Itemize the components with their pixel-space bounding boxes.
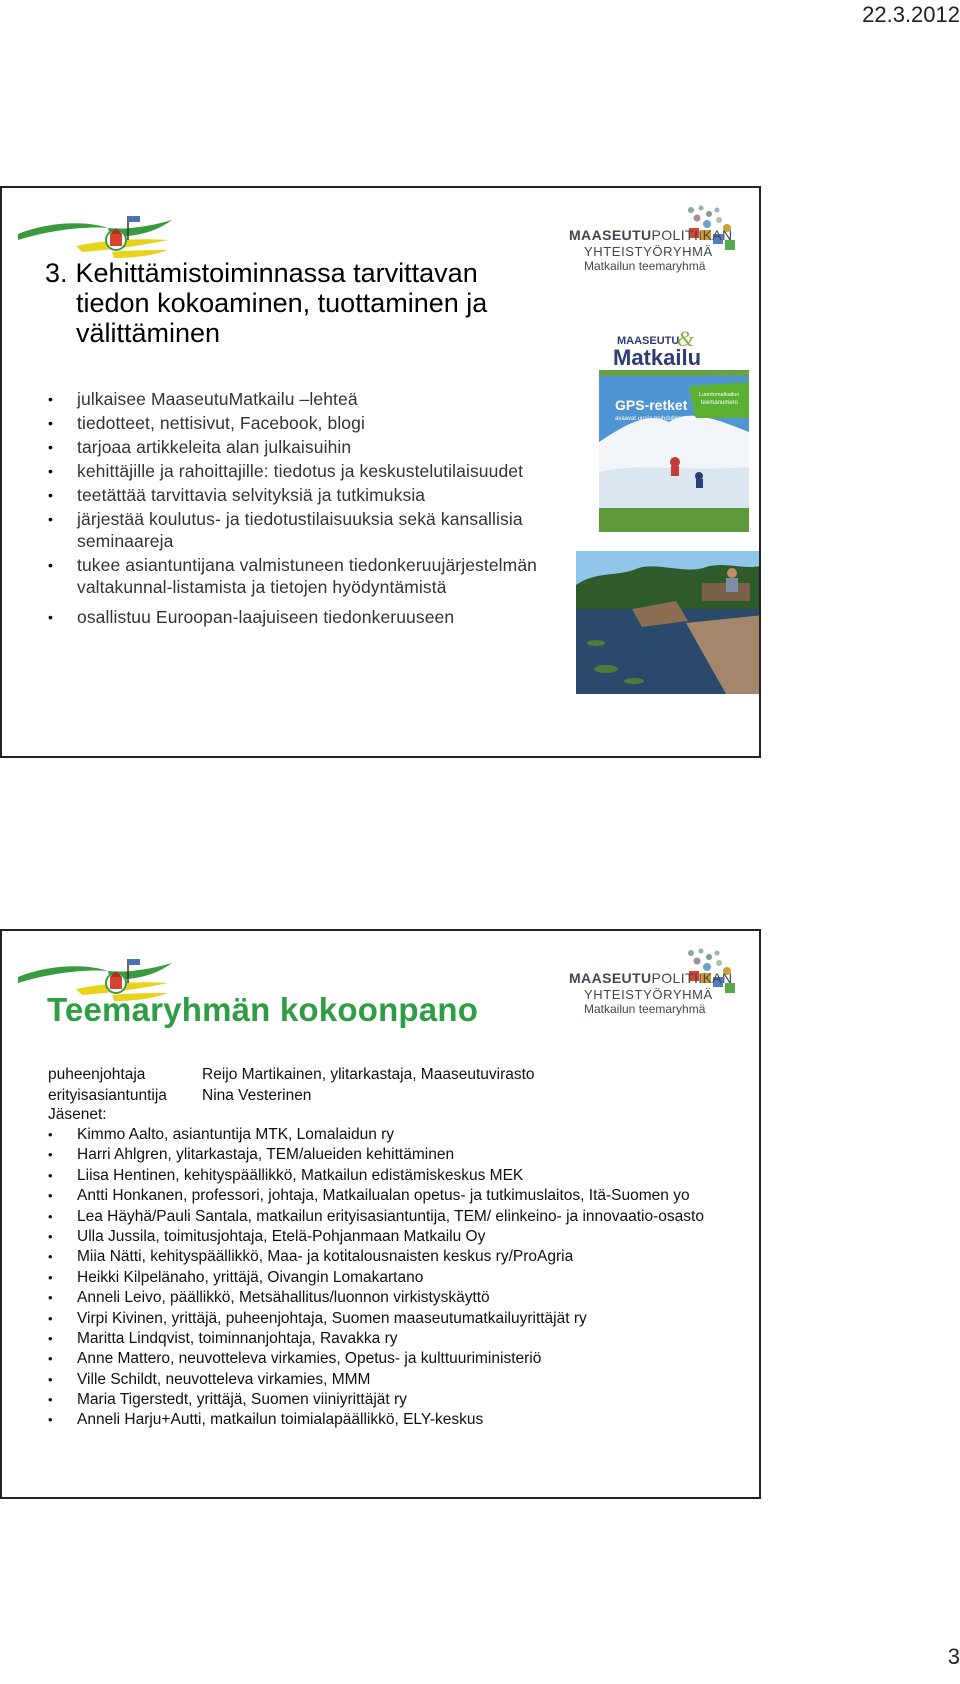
- page-number: 3: [947, 1644, 960, 1669]
- list-item: • tukee asiantuntijana valmistuneen tiedonkeruujärjestelmän valtakunnal-listamista ja tietojen hyödyntämistä: [48, 555, 538, 597]
- list-item: • Maritta Lindqvist, toiminnanjohtaja, Ravakka ry: [48, 1329, 398, 1347]
- list-item: • osallistuu Euroopan-laajuiseen tiedonkeruuseen: [48, 607, 455, 627]
- logo-subtitle: YHTEISTYÖRYHMÄ: [584, 244, 713, 259]
- svg-text:avaavat uusia mahdollisuuksia: avaavat uusia mahdollisuuksia: [615, 416, 697, 422]
- maaseutupolitiikan-logo: [569, 947, 749, 1017]
- list-item: • Anneli Leivo, päällikkö, Metsähallitus/luonnon virkistyskäyttö: [48, 1289, 490, 1307]
- role-value: Reijo Martikainen, ylitarkastaja, Maaseutuvirasto: [202, 1066, 535, 1083]
- logo-tagline: Matkailun teemaryhmä: [584, 1002, 706, 1016]
- list-item: • Liisa Hentinen, kehityspäällikkö, Matkailun edistämiskeskus MEK: [48, 1166, 524, 1184]
- list-item: • Anneli Harju+Autti, matkailun toimialapäällikkö, ELY-keskus: [48, 1411, 484, 1429]
- list-item: • Lea Häyhä/Pauli Santala, matkailun erityisasiantuntija, TEM/ elinkeino- ja innovaatio-osasto: [48, 1207, 704, 1225]
- logo-subtitle: YHTEISTYÖRYHMÄ: [584, 987, 713, 1002]
- svg-text:&: &: [677, 326, 695, 351]
- svg-text:GPS-retket: GPS-retket: [615, 397, 688, 413]
- list-item: • teetättää tarvittavia selvityksiä ja tutkimuksia: [48, 485, 426, 505]
- members-list: [48, 1126, 758, 1432]
- slide-knowledge: [0, 186, 761, 758]
- role-label: puheenjohtaja: [48, 1066, 146, 1083]
- list-item: • Miia Nätti, kehityspäällikkö, Maa- ja kotitalousnaisten keskus ry/ProAgria: [48, 1248, 574, 1266]
- list-item: • Ville Schildt, neuvotteleva virkamies, MMM: [48, 1370, 371, 1388]
- list-item: • Ulla Jussila, toimitusjohtaja, Etelä-Pohjanmaan Matkailu Oy: [48, 1227, 486, 1245]
- role-row-chair: [48, 1064, 535, 1085]
- svg-text:Matkailu: Matkailu: [613, 345, 702, 370]
- list-item: • Anne Mattero, neuvotteleva virkamies, Opetus- ja kulttuuriministeriö: [48, 1350, 542, 1368]
- maaseutupolitiikan-logo: [569, 204, 749, 274]
- members-heading: Jäsenet:: [48, 1106, 107, 1123]
- magazine-cover-image: [599, 322, 749, 532]
- list-item: • julkaisee MaaseutuMatkailu –lehteä: [48, 389, 358, 409]
- slide-group-composition: [0, 929, 761, 1499]
- rural-policy-wave-logo-icon: [16, 206, 176, 262]
- list-item: • Virpi Kivinen, yrittäjä, puheenjohtaja, Suomen maaseutumatkailuyrittäjät ry: [48, 1309, 587, 1327]
- lake-dock-photo: [576, 551, 761, 694]
- list-item: • Maria Tigerstedt, yrittäjä, Suomen viiniyrittäjät ry: [48, 1391, 407, 1409]
- list-item: • Antti Honkanen, professori, johtaja, Matkailualan opetus- ja tutkimuslaitos, Itä-Suomen yo: [48, 1187, 690, 1205]
- list-item: • järjestää koulutus- ja tiedotustilaisuuksia sekä kansallisia seminaareja: [48, 509, 523, 551]
- svg-text:Luontomatkailun: Luontomatkailun: [699, 392, 740, 398]
- list-item: • Kimmo Aalto, asiantuntija MTK, Lomalaidun ry: [48, 1126, 395, 1143]
- roles-block: [48, 1064, 535, 1106]
- magazine-cover-art: [599, 322, 749, 532]
- list-item: • tarjoaa artikkeleita alan julkaisuihin: [48, 437, 352, 457]
- svg-text:teemanumero: teemanumero: [701, 400, 739, 406]
- logo-title: MAASEUTUPOLITIIKAN: [569, 970, 733, 986]
- role-label: erityisasiantuntija: [48, 1087, 167, 1104]
- list-item: • kehittäjille ja rahoittajille: tiedotus ja keskustelutilaisuudet: [48, 461, 524, 481]
- slide2-title: Teemaryhmän kokoonpano: [47, 991, 479, 1028]
- list-item: • Harri Ahlgren, ylitarkastaja, TEM/alueiden kehittäminen: [48, 1146, 455, 1164]
- logo-title: MAASEUTUPOLITIIKAN: [569, 227, 733, 243]
- svg-text:MAASEUTU: MAASEUTU: [617, 335, 680, 347]
- slide1-bullet-list: [48, 388, 548, 630]
- list-item: • tiedotteet, nettisivut, Facebook, blogi: [48, 413, 365, 433]
- list-item: • Heikki Kilpelänaho, yrittäjä, Oivangin Lomakartano: [48, 1268, 424, 1286]
- logo-tagline: Matkailun teemaryhmä: [584, 259, 706, 273]
- page-date: 22.3.2012: [862, 2, 960, 27]
- lake-dock-art: [576, 551, 761, 694]
- role-value: Nina Vesterinen: [202, 1087, 312, 1104]
- slide1-title: 3. Kehittämistoiminnassa tarvittavan tiedon kokoaminen, tuottaminen ja välittäminen: [45, 258, 488, 348]
- role-row-specialist: [48, 1085, 535, 1106]
